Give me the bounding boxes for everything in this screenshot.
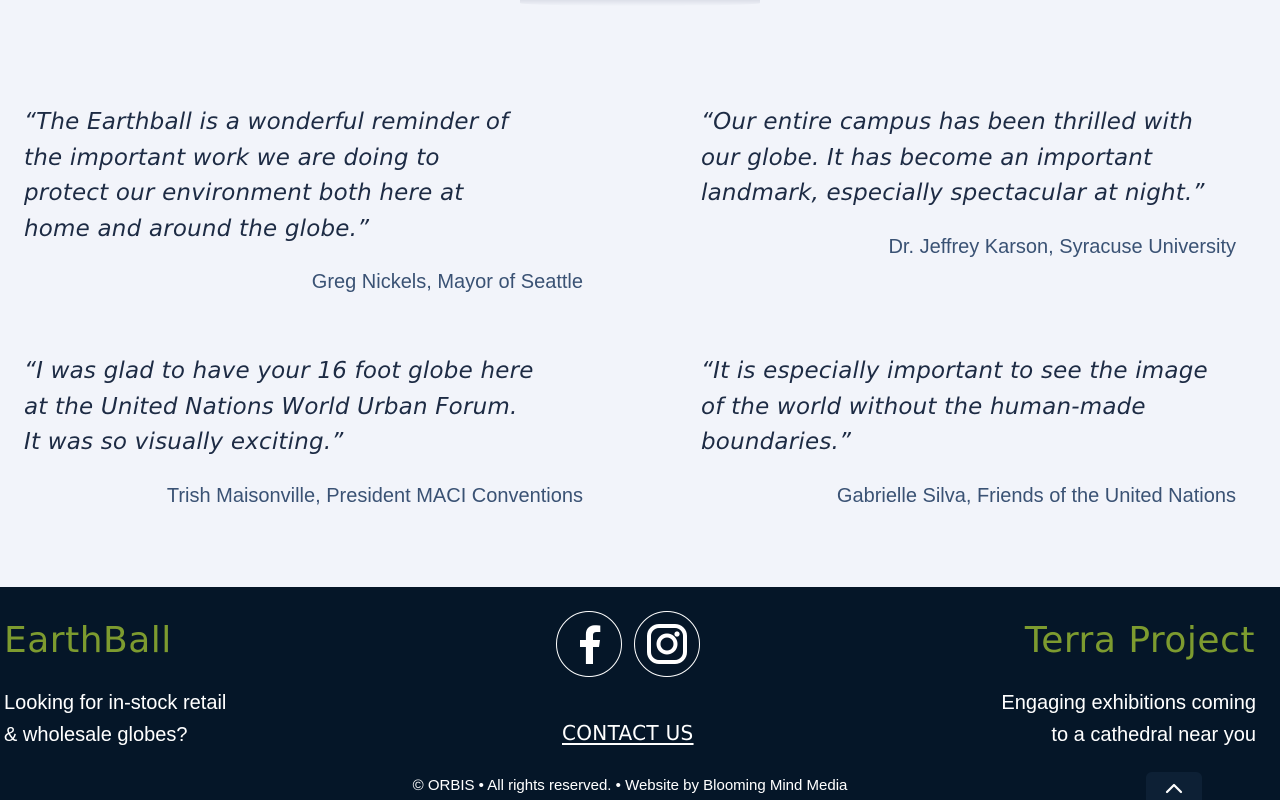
testimonial-quote: “It is especially important to see the image of the world without the human-made boundaries.” [701,358,1208,456]
terra-project-brand-heading[interactable]: Terra Project [1024,620,1255,661]
back-to-top-button[interactable] [1146,772,1202,800]
testimonial-author: Gabrielle Silva, Friends of the United Nations [836,485,1236,507]
testimonial-quote: “The Earthball is a wonderful reminder of the important work we are doing to protect our environment both here at home and around the globe.” [24,109,509,243]
testimonial-quote: “I was glad to have your 16 foot globe here at the United Nations World Urban Forum. It was so visually exciting.” [24,358,534,456]
instagram-button[interactable] [634,611,700,677]
facebook-icon [575,624,603,664]
earthball-tagline[interactable]: Looking for in-stock retail & wholesale globes? [4,692,227,746]
testimonial-1 [24,105,584,293]
contact-us-link[interactable]: CONTACT US [562,721,694,745]
social-links [556,611,700,677]
testimonial-3 [24,354,584,507]
earthball-brand-heading[interactable]: EarthBall [4,620,172,661]
terra-project-tagline[interactable]: Engaging exhibitions coming to a cathedral near you [1001,692,1256,746]
testimonial-author: Greg Nickels, Mayor of Seattle [311,271,583,293]
site-footer [0,587,1280,800]
testimonial-quote: “Our entire campus has been thrilled with our globe. It has become an important landmark, especially spectacular at night.” [701,109,1205,207]
chevron-up-icon [1165,782,1183,794]
instagram-icon [646,623,688,665]
copyright-text: © ORBIS • All rights reserved. • Website by Blooming Mind Media [412,777,848,794]
testimonial-author: Trish Maisonville, President MACI Conventions [166,485,583,507]
testimonial-4 [701,354,1241,507]
testimonial-author: Dr. Jeffrey Karson, Syracuse University [888,236,1236,258]
testimonial-2 [701,105,1241,258]
facebook-button[interactable] [556,611,622,677]
section-divider-shadow [520,0,760,6]
